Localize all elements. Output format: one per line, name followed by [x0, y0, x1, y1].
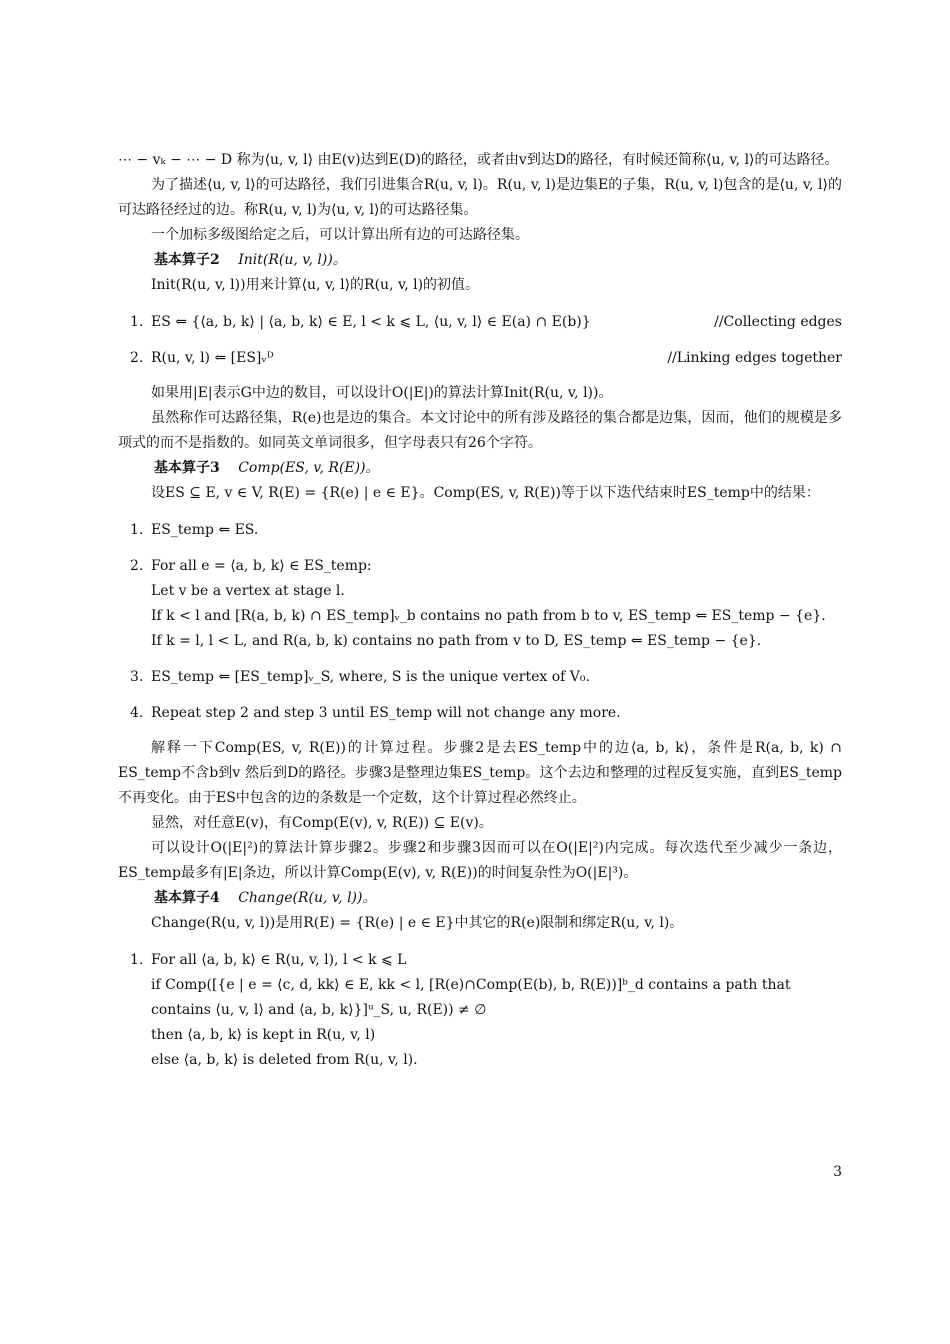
step-line: then ⟨a, b, k⟩ is kept in R(u, v, l) [151, 1027, 376, 1043]
step-number: 2. [130, 350, 144, 366]
operator-heading [154, 456, 842, 481]
step-number: 2. [130, 558, 144, 574]
operator-label: 基本算子3 [154, 460, 220, 476]
step-text: For all e = ⟨a, b, k⟩ ∈ ES_temp: [151, 558, 372, 574]
step-comment: //Collecting edges [714, 314, 842, 330]
list-item [118, 310, 842, 335]
step-number: 4. [130, 705, 144, 721]
step-line: else ⟨a, b, k⟩ is deleted from R(u, v, l). [151, 1052, 418, 1068]
step-comment: //Linking edges together [667, 350, 842, 366]
paragraph: 一个加标多级图给定之后，可以计算出所有边的可达路径集。 [151, 227, 529, 243]
paragraph: 显然，对任意E(v)，有Comp(E(v), v, R(E)) ⊆ E(v)。 [151, 815, 493, 831]
step-line: Let v be a vertex at stage l. [151, 583, 345, 599]
step-text: For all ⟨a, b, k⟩ ∈ R(u, v, l), l < k ⩽ L [151, 952, 407, 968]
paragraph: Change(R(u, v, l))是用R(E) = {R(e) | e ∈ E}中其它的R(e)限制和绑定R(u, v, l)。 [151, 915, 684, 931]
step-text: Repeat step 2 and step 3 until ES_temp will not change any more. [151, 705, 621, 721]
step-text: ES_temp ⇐ ES. [151, 522, 259, 538]
page-body [118, 148, 842, 1083]
init-steps-list [118, 310, 842, 371]
operator-signature: Comp(ES, v, R(E))。 [238, 460, 380, 476]
change-steps-list [118, 948, 842, 1073]
step-text: ES_temp ⇐ [ES_temp]ᵥ_S, where, S is the unique vertex of V₀. [151, 669, 590, 685]
step-number: 1. [130, 314, 144, 330]
paragraph: 解释一下Comp(ES, v, R(E))的计算过程。步骤2是去ES_temp中的边⟨a, b, k⟩，条件是R(a, b, k) ∩ ES_temp不含b到v 然后到D的路径。步骤3是整理边集ES_temp。这个去边和整理的过程反复实施，直到ES_temp不再变化。由于ES中包含的边的条数是一个定数，这个计算过程必然终止。 [118, 740, 842, 806]
list-item [118, 518, 842, 543]
list-item [118, 665, 842, 690]
step-number: 1. [130, 522, 144, 538]
operator-signature: Change(R(u, v, l))。 [238, 890, 377, 906]
paragraph: ⋯ − vₖ − ⋯ − D 称为⟨u, v, l⟩ 由E(v)达到E(D)的路径，或者由v到达D的路径，有时候还简称⟨u, v, l⟩的可达路径。 [118, 152, 839, 168]
paragraph: 为了描述⟨u, v, l⟩的可达路径，我们引进集合R(u, v, l)。R(u, v, l)是边集E的子集，R(u, v, l)包含的是⟨u, v, l⟩的可达路径经过的边。称R(u, v, l)为⟨u, v, l⟩的可达路径集。 [118, 177, 842, 218]
step-number: 3. [130, 669, 144, 685]
step-text: R(u, v, l) ⇐ [ES]ᵥᴰ [151, 350, 274, 366]
paragraph: 虽然称作可达路径集，R(e)也是边的集合。本文讨论中的所有涉及路径的集合都是边集，因而，他们的规模是多项式的而不是指数的。如同英文单词很多，但字母表只有26个字符。 [118, 410, 842, 451]
list-item [118, 948, 842, 1073]
step-number: 1. [130, 952, 144, 968]
page-number: 3 [833, 1164, 842, 1180]
list-item [118, 346, 842, 371]
operator-signature: Init(R(u, v, l))。 [238, 252, 347, 268]
operator-heading [154, 886, 842, 911]
operator-label: 基本算子2 [154, 252, 220, 268]
step-line: If k < l and [R(a, b, k) ∩ ES_temp]ᵥ_b contains no path from b to v, ES_temp ⇐ ES_temp − {e}. [151, 608, 826, 624]
paragraph: 设ES ⊆ E, v ∈ V, R(E) = {R(e) | e ∈ E}。Comp(ES, v, R(E))等于以下迭代结束时ES_temp中的结果： [151, 485, 820, 501]
step-line: If k = l, l < L, and R(a, b, k) contains no path from v to D, ES_temp ⇐ ES_temp − {e}. [151, 633, 762, 649]
list-item [118, 554, 842, 654]
operator-label: 基本算子4 [154, 890, 220, 906]
paragraph: Init(R(u, v, l))用来计算⟨u, v, l⟩的R(u, v, l)的初值。 [151, 277, 480, 293]
list-item [118, 701, 842, 726]
step-text: ES ⇐ {⟨a, b, k⟩ | ⟨a, b, k⟩ ∈ E, l < k ⩽ L, ⟨u, v, l⟩ ∈ E(a) ∩ E(b)} [151, 314, 591, 330]
comp-steps-list [118, 518, 842, 726]
step-line: if Comp([{e | e = ⟨c, d, kk⟩ ∈ E, kk < l, [R(e)∩Comp(E(b), b, R(E))]ᵇ_d contains a path that contains ⟨u, v, l⟩ and ⟨a, b, k⟩}]ᵘ_S, u, R(E)) ≠ ∅ [151, 977, 791, 1018]
operator-heading [154, 248, 842, 273]
paragraph: 可以设计O(|E|²)的算法计算步骤2。步骤2和步骤3因而可以在O(|E|²)内完成。每次迭代至少减少一条边，ES_temp最多有|E|条边，所以计算Comp(E(v), v, R(E))的时间复杂性为O(|E|³)。 [118, 840, 842, 881]
paragraph: 如果用|E|表示G中边的数目，可以设计O(|E|)的算法计算Init(R(u, v, l))。 [151, 385, 613, 401]
